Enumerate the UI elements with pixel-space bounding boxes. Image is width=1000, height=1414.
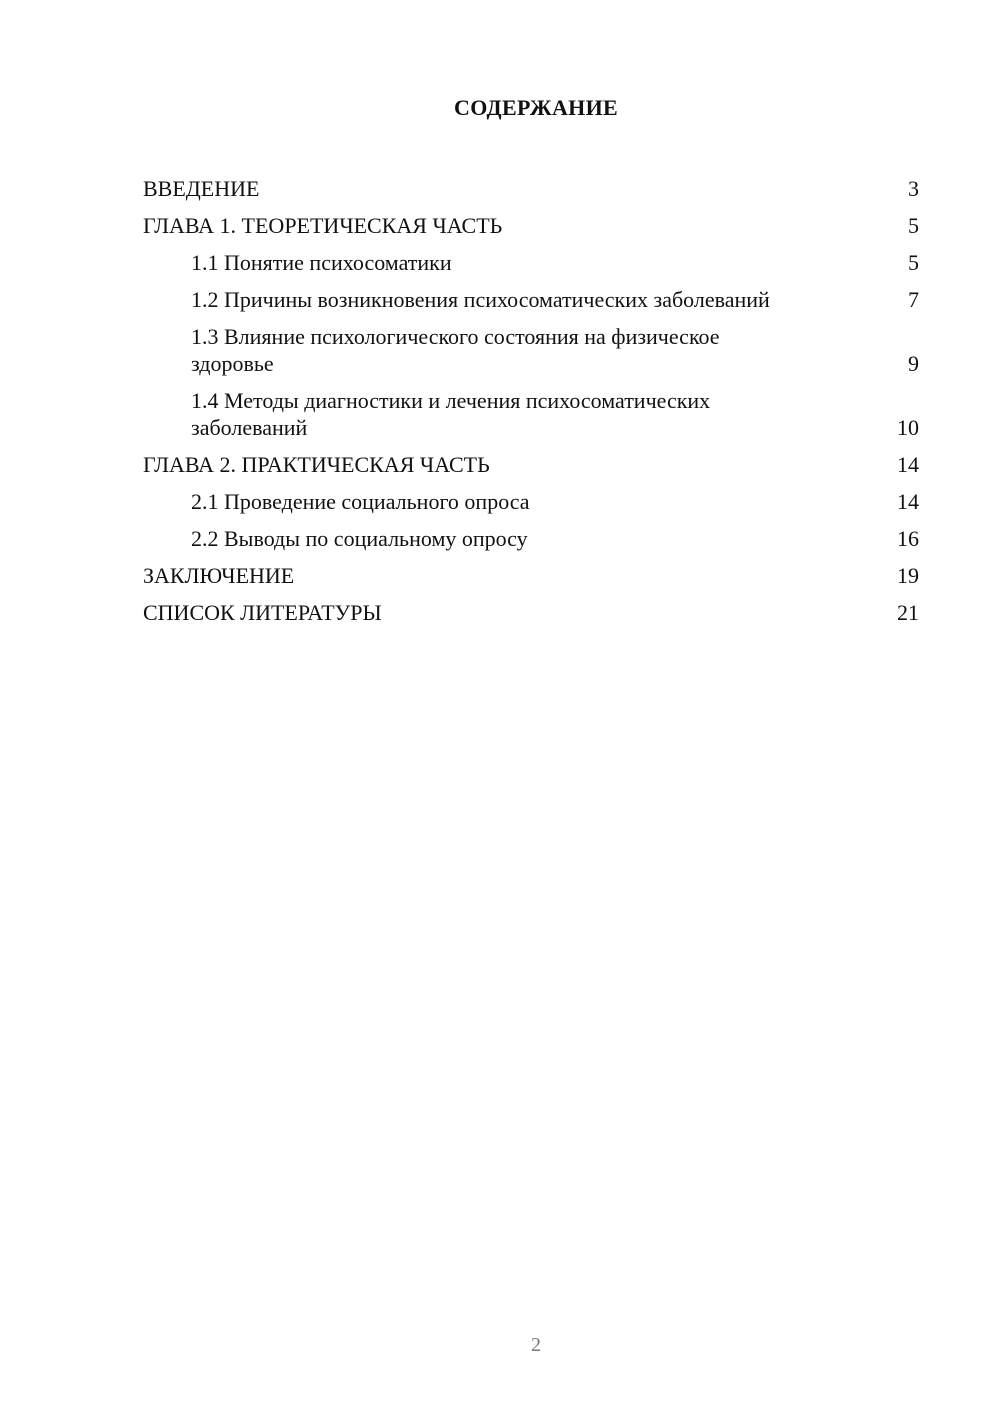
toc-entry-label: 1.1 Понятие психосоматики (191, 250, 452, 275)
toc-entry-introduction[interactable] (143, 170, 919, 207)
toc-entry-conclusion[interactable] (143, 557, 919, 594)
toc-entry-page: 21 (897, 600, 919, 625)
toc-entry-label: СПИСОК ЛИТЕРАТУРЫ (143, 600, 382, 625)
toc-entry-label: 1.3 Влияние психологического состояния на физическое здоровье (191, 324, 720, 376)
toc-entry-section-2-1[interactable] (143, 483, 919, 520)
toc-entry-section-2-2[interactable] (143, 520, 919, 557)
toc-entry-label: 2.1 Проведение социального опроса (191, 489, 530, 514)
toc-entry-section-1-3[interactable] (143, 318, 919, 382)
toc-entry-label: 2.2 Выводы по социальному опросу (191, 526, 528, 551)
toc-title: СОДЕРЖАНИЕ (454, 95, 618, 120)
toc-entry-references[interactable] (143, 594, 919, 631)
toc-entry-label: ГЛАВА 2. ПРАКТИЧЕСКАЯ ЧАСТЬ (143, 452, 490, 477)
toc-entry-page: 16 (897, 526, 919, 551)
toc-entry-page: 14 (897, 489, 919, 514)
toc-entry-chapter-1[interactable] (143, 207, 919, 244)
toc-entry-page: 5 (908, 213, 919, 238)
toc-entry-page: 19 (897, 563, 919, 588)
toc-entry-page: 14 (897, 452, 919, 477)
toc-entry-label: 1.2 Причины возникновения психосоматических заболеваний (191, 287, 770, 312)
toc-entry-chapter-2[interactable] (143, 446, 919, 483)
table-of-contents (143, 170, 919, 631)
toc-entry-section-1-4[interactable] (143, 382, 919, 446)
toc-entry-label: ГЛАВА 1. ТЕОРЕТИЧЕСКАЯ ЧАСТЬ (143, 213, 503, 238)
toc-entry-page: 9 (908, 351, 919, 376)
toc-entry-page: 10 (897, 415, 919, 440)
page-number: 2 (531, 1334, 541, 1356)
toc-entry-page: 3 (908, 176, 919, 201)
toc-entry-section-1-1[interactable] (143, 244, 919, 281)
toc-entry-section-1-2[interactable] (143, 281, 919, 318)
toc-entry-label: 1.4 Методы диагностики и лечения психосоматических заболеваний (191, 388, 711, 440)
toc-entry-page: 7 (908, 287, 919, 312)
toc-entry-page: 5 (908, 250, 919, 275)
toc-entry-label: ЗАКЛЮЧЕНИЕ (143, 563, 295, 588)
toc-entry-label: ВВЕДЕНИЕ (143, 176, 260, 201)
